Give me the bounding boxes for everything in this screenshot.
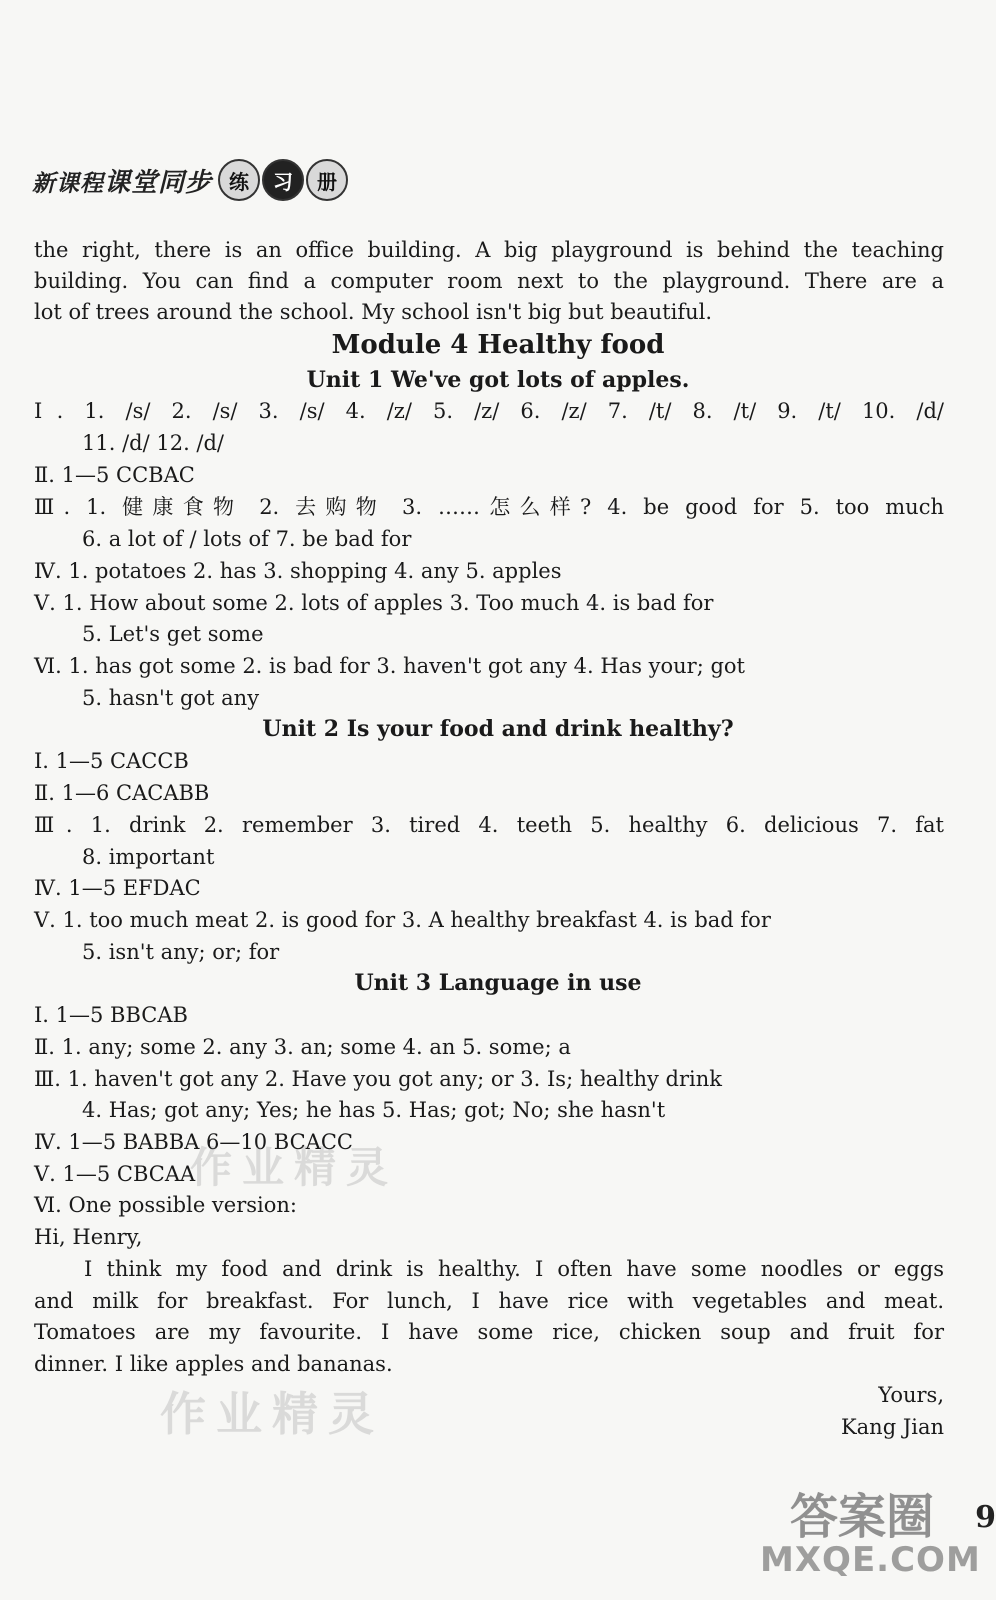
letter-body-line: I think my food and drink is healthy. I often have some noodles or eggs <box>84 1257 944 1281</box>
unit1-answer-line: Ⅱ. 1—5 CCBAC <box>34 463 195 487</box>
header-circle-1: 练 <box>218 159 260 201</box>
unit3-answer-line: Ⅲ. 1. haven't got any 2. Have you got any; or 3. Is; healthy drink <box>34 1067 722 1091</box>
unit3-answer-line: Ⅱ. 1. any; some 2. any 3. an; some 4. an 5. some; a <box>34 1035 571 1059</box>
unit1-answer-line: Ⅴ. 1. How about some 2. lots of apples 3. Too much 4. is bad for <box>34 591 714 615</box>
letter-greeting: Hi, Henry, <box>34 1225 143 1249</box>
intro-line: building. You can find a computer room next to the playground. There are a <box>34 269 944 293</box>
unit1-title: Unit 1 We've got lots of apples. <box>306 367 690 393</box>
unit3-answer-line: Ⅳ. 1—5 BABBA 6—10 BCACC <box>34 1130 353 1154</box>
unit3-title: Unit 3 Language in use <box>354 970 642 996</box>
page-number: 9 <box>975 1500 996 1535</box>
unit3-answer-line: Ⅴ. 1—5 CBCAA <box>34 1162 196 1186</box>
watermark-text: 作业精灵 <box>160 1387 384 1441</box>
letter-signature: Kang Jian <box>840 1415 944 1439</box>
header-circle-3: 册 <box>306 159 348 201</box>
header-title-part1: 新课程 <box>32 170 104 197</box>
letter-body-line: dinner. I like apples and bananas. <box>34 1352 393 1376</box>
letter-body-line: and milk for breakfast. For lunch, I have rice with vegetables and meat. <box>34 1289 944 1313</box>
unit3-answer-line: Ⅰ. 1—5 BBCAB <box>34 1003 188 1027</box>
unit2-answer-line: Ⅳ. 1—5 EFDAC <box>34 876 201 900</box>
unit1-answer-line: Ⅵ. 1. has got some 2. is bad for 3. haven't got any 4. Has your; got <box>34 654 745 678</box>
unit1-answer-line: 11. /d/ 12. /d/ <box>82 431 225 455</box>
module-title: Module 4 Healthy food <box>331 330 665 360</box>
header-title <box>32 162 212 199</box>
header-title-part2: 课堂同步 <box>104 167 213 198</box>
letter-closing: Yours, <box>878 1383 944 1407</box>
watermark-url: MXQE.COM <box>760 1540 981 1580</box>
unit1-answer-line: Ⅳ. 1. potatoes 2. has 3. shopping 4. any 5. apples <box>34 559 562 583</box>
unit2-answer-line: Ⅴ. 1. too much meat 2. is good for 3. A healthy breakfast 4. is bad for <box>34 908 771 932</box>
intro-line: the right, there is an office building. A big playground is behind the teaching <box>34 238 944 262</box>
unit2-answer-line: Ⅲ. 1. drink 2. remember 3. tired 4. teeth 5. healthy 6. delicious 7. fat <box>34 813 944 837</box>
unit1-answer-line: 6. a lot of / lots of 7. be bad for <box>82 527 412 551</box>
unit1-answer-line: 5. Let's get some <box>82 622 264 646</box>
watermark-logo: 答案圈 <box>790 1489 935 1545</box>
header-circles <box>218 159 350 201</box>
unit2-answer-line: 8. important <box>82 845 215 869</box>
unit3-answer-line: 4. Has; got any; Yes; he has 5. Has; got; No; she hasn't <box>82 1098 666 1122</box>
unit2-answer-line: 5. isn't any; or; for <box>82 940 280 964</box>
intro-line: lot of trees around the school. My school isn't big but beautiful. <box>34 300 713 324</box>
unit1-answer-line: Ⅰ. 1. /s/ 2. /s/ 3. /s/ 4. /z/ 5. /z/ 6. /z/ 7. /t/ 8. /t/ 9. /t/ 10. /d/ <box>34 399 944 423</box>
unit3-answer-line: Ⅵ. One possible version: <box>34 1193 298 1217</box>
unit2-answer-line: Ⅰ. 1—5 CACCB <box>34 749 189 773</box>
unit2-title: Unit 2 Is your food and drink healthy? <box>262 716 734 742</box>
header-circle-2: 习 <box>262 159 304 201</box>
unit1-answer-line: 5. hasn't got any <box>82 686 260 710</box>
unit2-answer-line: Ⅱ. 1—6 CACABB <box>34 781 210 805</box>
book-header <box>32 160 350 200</box>
letter-body-line: Tomatoes are my favourite. I have some rice, chicken soup and fruit for <box>34 1320 944 1344</box>
unit1-answer-line: Ⅲ. 1. 健康食物 2. 去购物 3. ……怎么样? 4. be good for 5. too much <box>34 495 944 519</box>
watermark-text: 作业精灵 <box>190 1143 399 1192</box>
